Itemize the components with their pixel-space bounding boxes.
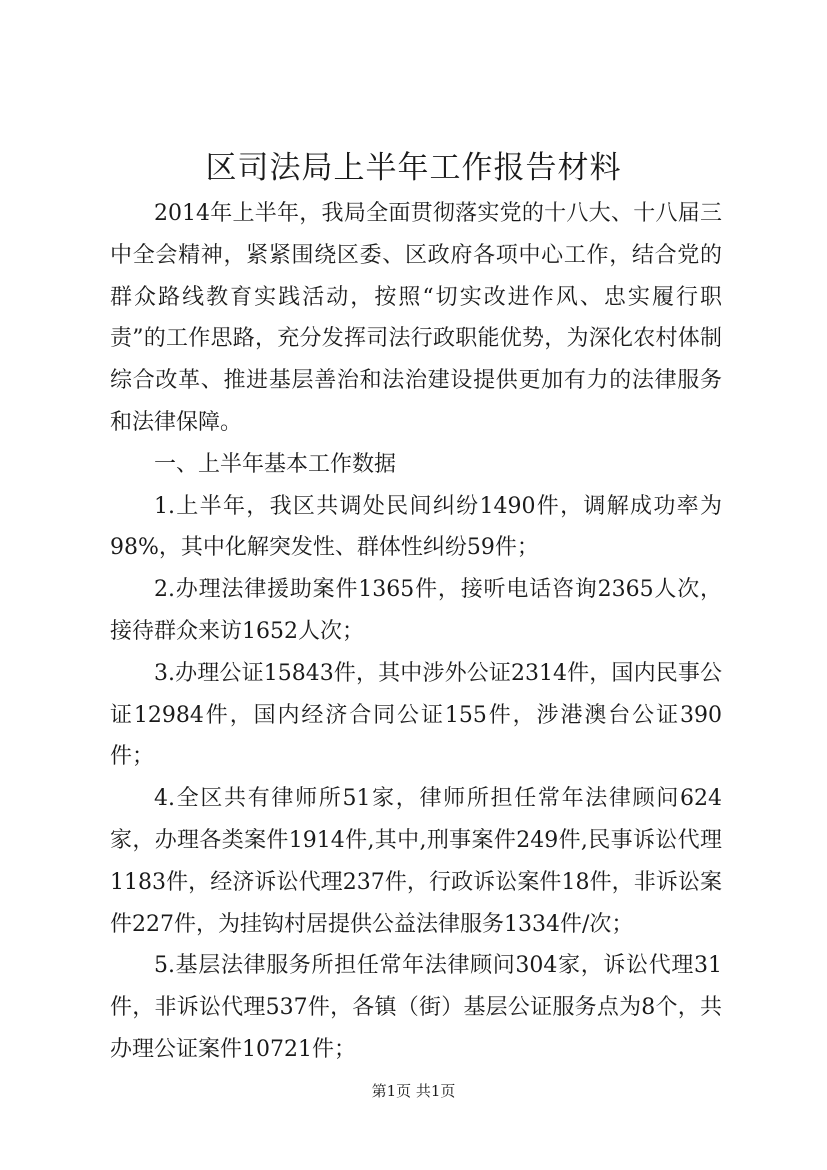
document-title: 区司法局上半年工作报告材料 <box>205 150 622 186</box>
paragraph-intro: 2014年上半年，我局全面贯彻落实党的十八大、十八届三中全会精神，紧紧围绕区委、区政府各项中心工作，结合党的群众路线教育实践活动，按照“切实改进作风、忠实履行职责”的工作思路，充分发挥司法行政职能优势，为深化农村体制综合改革、推进基层善治和法治建设提供更加有力的法律服务和法律保障。 <box>110 201 722 435</box>
paragraph-item-3: 3.办理公证15843件，其中涉外公证2314件，国内民事公证12984件，国内经济合同公证155件，涉港澳台公证390件； <box>110 660 722 770</box>
paragraph-item-2: 2.办理法律援助案件1365件，接听电话咨询2365人次，接待群众来访1652人次； <box>110 577 722 644</box>
section-heading: 一、上半年基本工作数据 <box>154 451 397 477</box>
paragraph-item-1: 1.上半年，我区共调处民间纠纷1490件，调解成功率为98%，其中化解突发性、群体性纠纷59件； <box>110 493 722 561</box>
page-footer: 第1页 共1页 <box>371 1082 456 1100</box>
paragraph-item-5: 5.基层法律服务所担任常年法律顾问304家，诉讼代理31件，非诉讼代理537件，各镇（街）基层公证服务点为8个，共办理公证案件10721件； <box>110 953 722 1062</box>
paragraph-item-4: 4.全区共有律师所51家，律师所担任常年法律顾问624家，办理各类案件1914件,其中,刑事案件249件,民事诉讼代理1183件，经济诉讼代理237件，行政诉讼案件18件，非诉讼案件227件，为挂钩村居提供公益法律服务1334件/次； <box>110 786 722 937</box>
document-body <box>110 193 722 1071</box>
